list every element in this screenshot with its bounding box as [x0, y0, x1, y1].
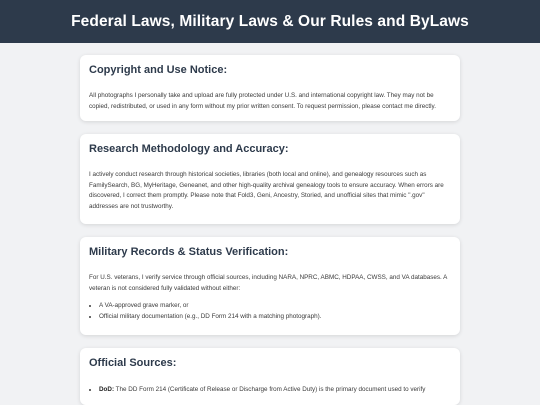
section-body: For U.S. veterans, I verify service through official sources, including NARA, NPRC, ABMC, HDPAA, CWSS, and VA databases. A veteran is not considered fully validated without either:	[89, 274, 448, 292]
page-header	[0, 0, 540, 43]
official-sources-section	[80, 348, 460, 405]
section-heading: Military Records & Status Verification:	[89, 246, 289, 258]
list-item: • A VA-approved grave marker, or	[99, 300, 451, 311]
research-methodology-section	[80, 134, 460, 224]
copyright-notice-section	[80, 55, 460, 121]
page-title: Federal Laws, Military Laws & Our Rules and ByLaws	[71, 12, 469, 30]
sources-list	[89, 384, 451, 395]
section-body: All photographs I personally take and upload are fully protected under U.S. and international copyright law. They may not be copied, redistributed, or used in any form without my prior written consent. To request permission, please contact me directly.	[89, 92, 436, 110]
verification-list	[89, 300, 451, 322]
list-item: • Official military documentation (e.g., DD Form 214 with a matching photograph).	[99, 311, 451, 322]
list-item	[99, 384, 451, 395]
military-records-section	[80, 237, 460, 335]
section-heading: Official Sources:	[89, 357, 177, 369]
section-heading: Research Methodology and Accuracy:	[89, 143, 289, 155]
section-heading: Copyright and Use Notice:	[89, 64, 228, 76]
section-body: I actively conduct research through historical societies, libraries (both local and online), and genealogy resources such as FamilySearch, BG, MyHeritage, Geneanet, and other high-quality archival genealogy tools to ensure accuracy. When errors are discovered, I correct them promptly. Please note that Fold3, Geni, Ancestry, Storied, and unofficial sites that mimic ".gov" addresses are not trustworthy.	[89, 171, 444, 210]
main-content	[0, 43, 540, 405]
source-label: DoD:	[99, 386, 115, 393]
source-text: The DD Form 214 (Certificate of Release or Discharge from Active Duty) is the primary document used to verify	[114, 386, 426, 393]
